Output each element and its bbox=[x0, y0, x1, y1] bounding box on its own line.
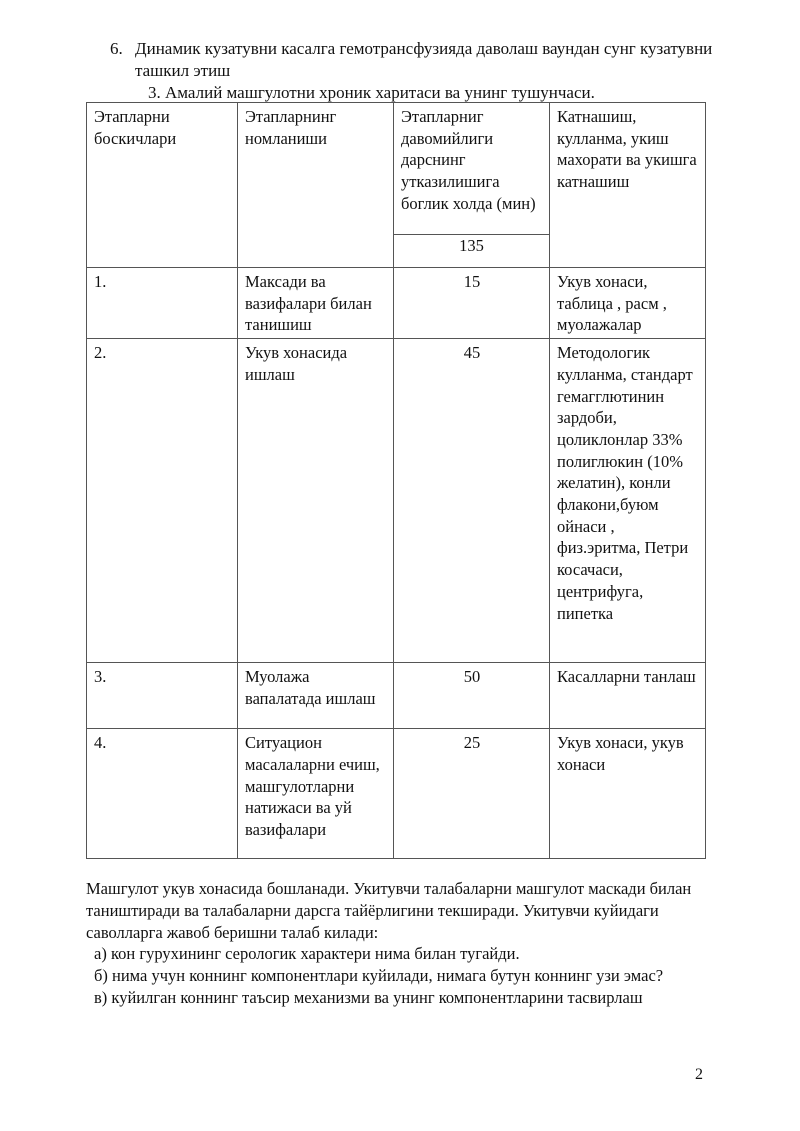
row-duration: 45 bbox=[394, 339, 550, 663]
row-resources: Методологик кулланма, стандарт гемагглютинин зардоби, цоликлонлар 33% полиглюкин (10% желатин), конли флакони,буюм ойнаси , физ.эритма, Петри косачаси, центрифуга, пипетка bbox=[550, 339, 706, 663]
intro-paragraph: Машгулот укув хонасида бошланади. Укитувчи талабаларни машгулот маскади билан таништиради ва талабаларни дарсга тайёрлигини текширади. Укитувчи куйидаги саволларга жавоб беришни талаб килади: bbox=[86, 879, 692, 942]
header-cell-stages: Этапларни боскичлари bbox=[87, 103, 238, 268]
row-duration: 15 bbox=[394, 268, 550, 339]
header-cell-duration bbox=[394, 103, 550, 268]
table-row bbox=[87, 339, 706, 663]
question-a: а) кон гурухининг серологик характери нима билан тугайди. bbox=[94, 944, 520, 964]
row-resources: Касалларни танлаш bbox=[550, 663, 706, 729]
chronological-map-table bbox=[86, 102, 706, 859]
header-duration-total: 135 bbox=[394, 234, 549, 263]
table-row bbox=[87, 663, 706, 729]
row-number: 4. bbox=[87, 729, 238, 859]
page-number: 2 bbox=[695, 1066, 703, 1083]
header-duration-label: Этапларниг давомийлиги дарснинг утказилишига боглик холда (мин) bbox=[401, 107, 536, 213]
question-c: в) куйилган коннинг таъсир механизми ва унинг компонентларини тасвирлаш bbox=[94, 987, 643, 1007]
row-duration: 50 bbox=[394, 663, 550, 729]
row-duration: 25 bbox=[394, 729, 550, 859]
table-row bbox=[87, 729, 706, 859]
list-item-6 bbox=[110, 38, 750, 82]
list-item-text: Динамик кузатувни касалга гемотрансфузияда даволаш ваундан сунг кузатувни ташкил этиш bbox=[135, 39, 713, 80]
row-stage-name: Муолажа вапалатада ишлаш bbox=[238, 663, 394, 729]
question-b: б) нима учун коннинг компонентлари куйилади, нимага бутун коннинг узи эмас? bbox=[94, 966, 664, 986]
row-number: 1. bbox=[87, 268, 238, 339]
table-row bbox=[87, 268, 706, 339]
table-header-row bbox=[87, 103, 706, 268]
row-stage-name: Ситуацион масалаларни ечиш, машгулотларни натижаси ва уй вазифалари bbox=[238, 729, 394, 859]
row-number: 2. bbox=[87, 339, 238, 663]
row-resources: Укув хонаси, укув хонаси bbox=[550, 729, 706, 859]
header-cell-names: Этапларнинг номланиши bbox=[238, 103, 394, 268]
row-resources: Укув хонаси, таблица , расм , муолажалар bbox=[550, 268, 706, 339]
row-number: 3. bbox=[87, 663, 238, 729]
list-item-number: 6. bbox=[110, 39, 123, 58]
header-cell-resources: Катнашиш, кулланма, укиш махорати ва укишга катнашиш bbox=[550, 103, 706, 268]
section-heading: 3. Амалий машгулотни хроник харитаси ва унинг тушунчаси. bbox=[148, 83, 595, 102]
row-stage-name: Максади ва вазифалари билан танишиш bbox=[238, 268, 394, 339]
lesson-description bbox=[86, 878, 711, 1009]
row-stage-name: Укув хонасида ишлаш bbox=[238, 339, 394, 663]
